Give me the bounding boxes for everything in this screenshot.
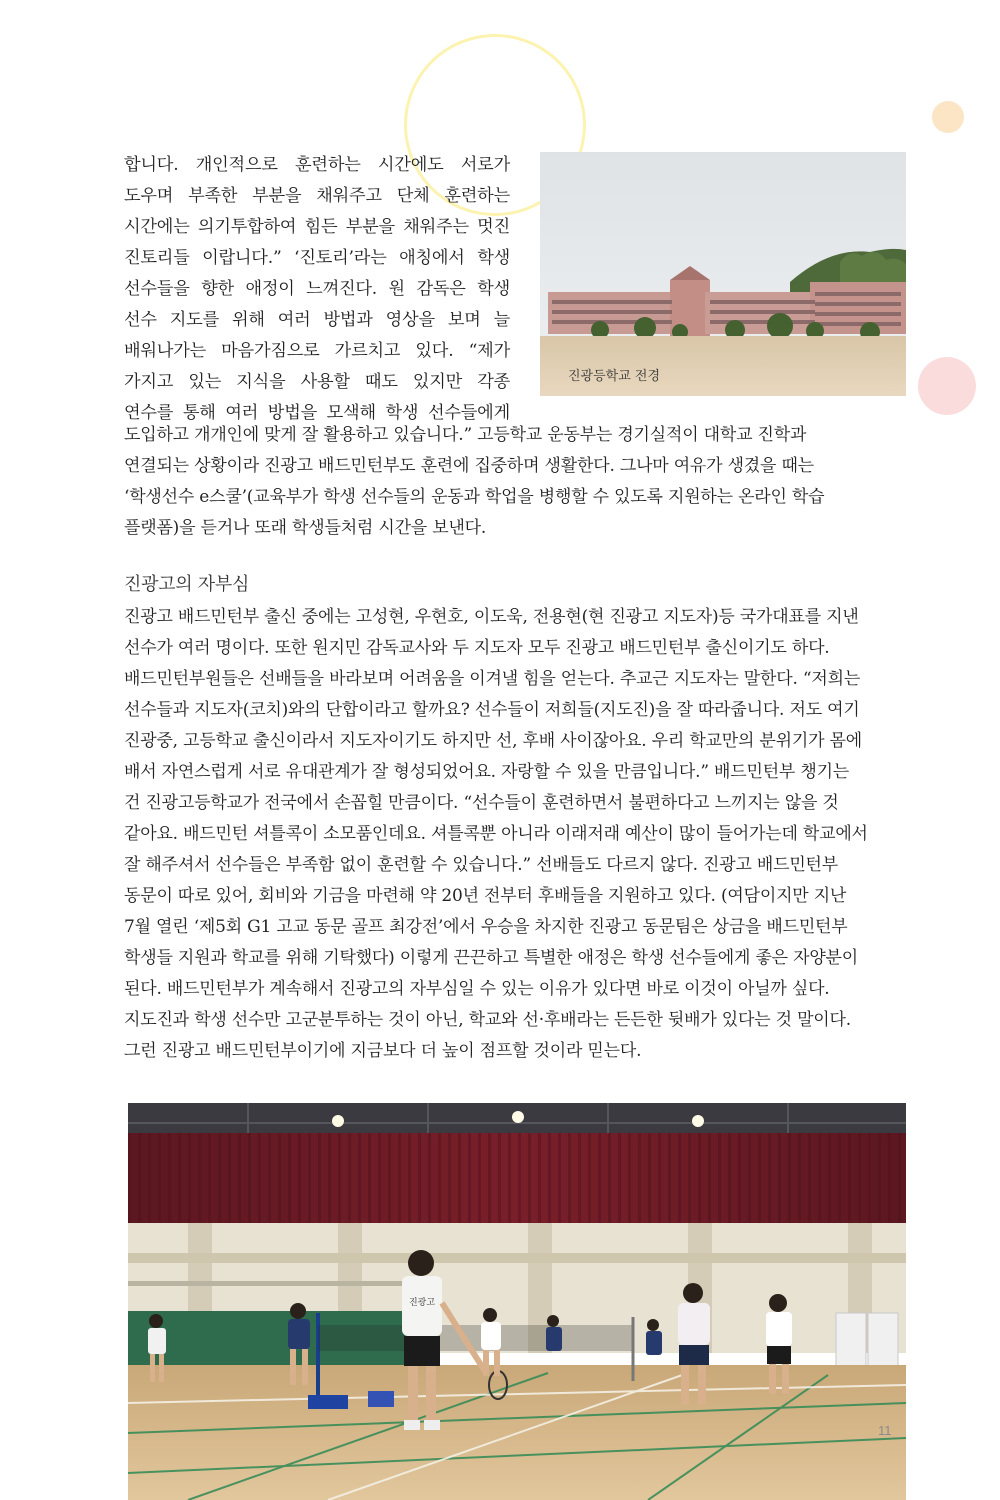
text-line last-line: 플랫폼)을 듣거나 또래 학생들처럼 시간을 보낸다.	[124, 518, 487, 538]
decorative-dot-orange	[932, 101, 964, 133]
text-line: 도입하고 개개인에 맞게 잘 활용하고 있습니다.” 고등학교 운동부는 경기실적이 대학교 진학과	[124, 425, 807, 445]
text-line: 건 진광고등학교가 전국에서 손꼽힐 만큼이다. “선수들이 훈련하면서 불편하다고 느끼지는 않을 것	[124, 793, 839, 813]
text-line: 잘 해주셔서 선수들은 부족함 없이 훈련할 수 있습니다.” 선배들도 다르지 않다. 진광고 배드민턴부	[124, 855, 839, 875]
text-line: 7월 열린 ‘제5회 G1 고교 동문 골프 최강전’에서 우승을 차지한 진광고 동문팀은 상금을 배드민턴부	[124, 917, 848, 937]
text-line: 가지고 있는 지식을 사용할 때도 있지만 각종	[124, 372, 510, 392]
school-photo-caption: 진광등학교 전경	[568, 369, 661, 384]
text-line: 도우며 부족한 부분을 채워주고 단체 훈련하는	[124, 186, 510, 206]
text-line: 배워나가는 마음가짐으로 가르치고 있다. “제가	[124, 341, 510, 361]
page-number: 11	[878, 1423, 892, 1438]
text-line: 시간에는 의기투합하여 힘든 부분을 채워주는 멋진	[124, 217, 510, 237]
gym-photo	[128, 1103, 906, 1500]
section-paragraph	[124, 602, 906, 1067]
text-line: 합니다. 개인적으로 훈련하는 시간에도 서로가	[124, 155, 510, 175]
school-photo	[540, 152, 906, 396]
text-line last-line: 그런 진광고 배드민턴부이기에 지금보다 더 높이 점프할 것이라 믿는다.	[124, 1041, 642, 1061]
intro-paragraph-narrow	[124, 150, 510, 429]
section-heading: 진광고의 자부심	[124, 574, 250, 595]
school-photo-illustration	[540, 152, 906, 396]
text-line: 같아요. 배드민턴 셔틀콕이 소모품인데요. 셔틀콕뿐 아니라 이래저래 예산이 많이 들어가는데 학교에서	[124, 824, 868, 844]
text-line: 연결되는 상황이라 진광고 배드민턴부도 훈련에 집중하며 생활한다. 그나마 여유가 생겼을 때는	[124, 456, 814, 476]
text-line: 선수들을 향한 애정이 느껴진다. 원 감독은 학생	[124, 279, 510, 299]
text-line: 선수들과 지도자(코치)와의 단합이라고 할까요? 선수들이 저희들(지도진)을 잘 따라줍니다. 저도 여기	[124, 700, 860, 720]
text-line: 선수가 여러 명이다. 또한 원지민 감독교사와 두 지도자 모두 진광고 배드민턴부 출신이기도 하다.	[124, 638, 830, 658]
text-line: 연수를 통해 여러 방법을 모색해 학생 선수들에게	[124, 403, 510, 423]
intro-paragraph-wide	[124, 420, 906, 544]
gym-photo-illustration	[128, 1103, 906, 1500]
decorative-dot-pink	[918, 357, 976, 415]
text-line: 선수 지도를 위해 여러 방법과 영상을 보며 늘	[124, 310, 510, 330]
text-line: 진광고 배드민턴부 출신 중에는 고성현, 우현호, 이도욱, 전용현(현 진광고 지도자)등 국가대표를 지낸	[124, 607, 859, 627]
text-line: 진토리들 이랍니다.” ‘진토리’라는 애칭에서 학생	[124, 248, 510, 268]
text-line: 진광중, 고등학교 출신이라서 지도자이기도 하지만 선, 후배 사이잖아요. 우리 학교만의 분위기가 몸에	[124, 731, 862, 751]
text-line: 된다. 배드민턴부가 계속해서 진광고의 자부심일 수 있는 이유가 있다면 바로 이것이 아닐까 싶다.	[124, 979, 830, 999]
text-line: ‘학생선수 e스쿨’(교육부가 학생 선수들의 운동과 학업을 병행할 수 있도록 지원하는 온라인 학습	[124, 487, 825, 507]
text-line: 배드민턴부원들은 선배들을 바라보며 어려움을 이겨낼 힘을 얻는다. 추교근 지도자는 말한다. “저희는	[124, 669, 861, 689]
text-line: 동문이 따로 있어, 회비와 기금을 마련해 약 20년 전부터 후배들을 지원하고 있다. (여담이지만 지난	[124, 886, 847, 906]
text-line: 지도진과 학생 선수만 고군분투하는 것이 아닌, 학교와 선·후배라는 든든한 뒷배가 있다는 것 말이다.	[124, 1010, 851, 1030]
text-line: 학생들 지원과 학교를 위해 기탁했다) 이렇게 끈끈하고 특별한 애정은 학생 선수들에게 좋은 자양분이	[124, 948, 858, 968]
text-line: 배서 자연스럽게 서로 유대관계가 잘 형성되었어요. 자랑할 수 있을 만큼입니다.” 배드민턴부 챙기는	[124, 762, 850, 782]
jersey-text: 진광고	[408, 1298, 436, 1308]
